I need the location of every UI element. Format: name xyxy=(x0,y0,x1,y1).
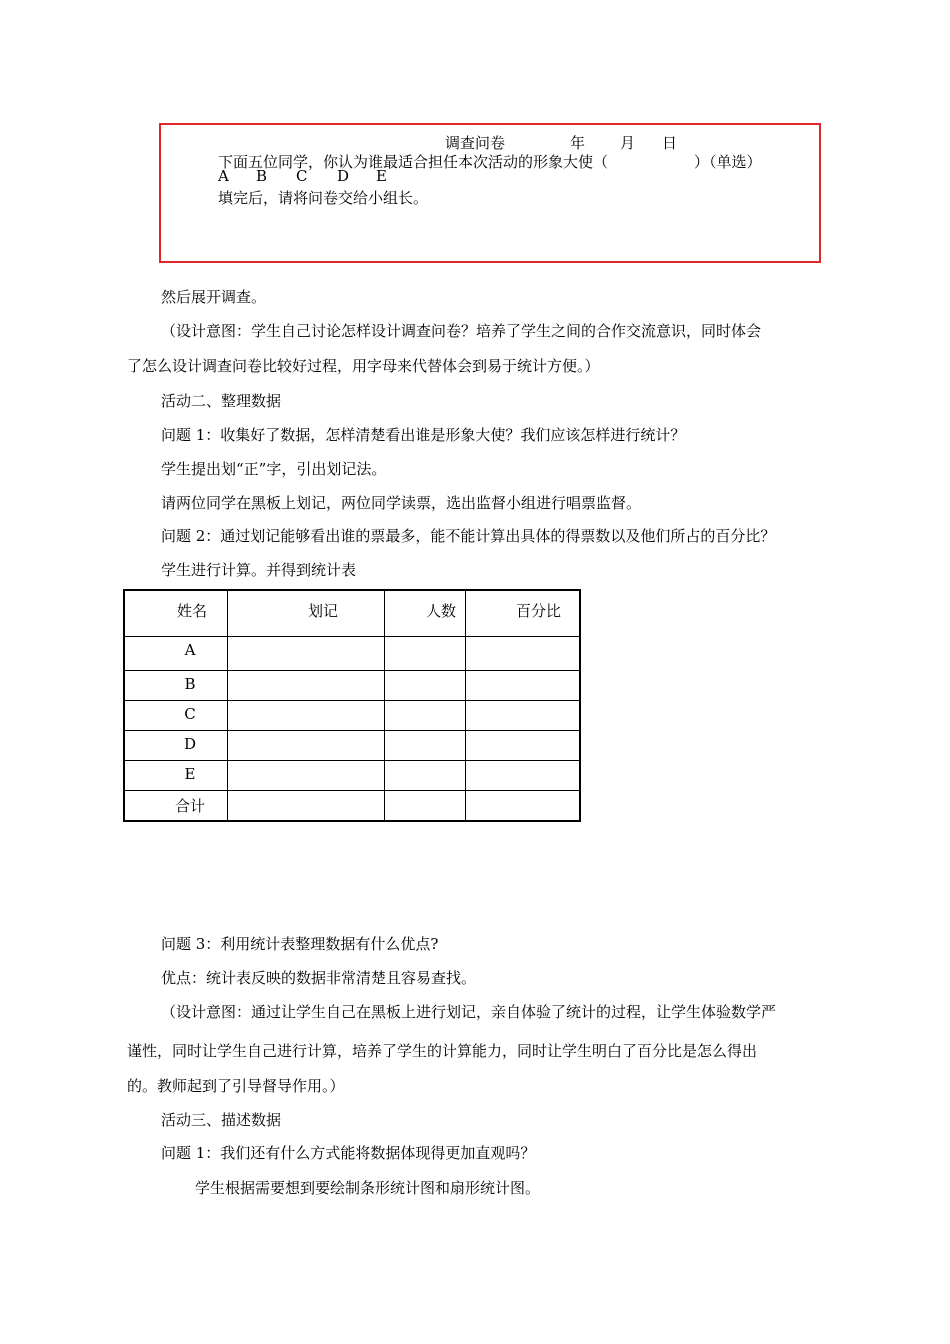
paragraph-blackboard-tally: 请两位同学在黑板上划记，两位同学读票，选出监督小组进行唱票监督。 xyxy=(161,494,642,512)
survey-option-d: D xyxy=(337,167,350,185)
paragraph-design-intent-1b: 了怎么设计调查问卷比较好过程，用字母来代替体会到易于统计方便。） xyxy=(127,357,600,375)
header-name: 姓名 xyxy=(177,602,208,620)
table-row xyxy=(124,761,580,791)
header-percentage: 百分比 xyxy=(516,602,562,620)
table-row xyxy=(124,671,580,701)
row-label-d: D xyxy=(183,735,197,753)
paragraph-tally-method: 学生提出划“正”字，引出划记法。 xyxy=(161,460,387,478)
survey-year-label: 年 xyxy=(570,134,586,152)
paragraph-calculation: 学生进行计算。并得到统计表 xyxy=(161,561,357,579)
row-label-b: B xyxy=(184,675,196,693)
table-row xyxy=(124,701,580,731)
activity-two-heading: 活动二、整理数据 xyxy=(161,392,282,410)
row-label-e: E xyxy=(184,765,196,783)
paragraph-chart-types: 学生根据需要想到要绘制条形统计图和扇形统计图。 xyxy=(195,1179,541,1197)
row-label-total: 合计 xyxy=(174,797,205,815)
table-header-row xyxy=(124,590,580,637)
paragraph-design-intent-2a: （设计意图：通过让学生自己在黑板上进行划记，亲自体验了统计的过程，让学生体验数学严 xyxy=(161,1003,777,1021)
question-3: 问题 3：利用统计表整理数据有什么优点? xyxy=(161,935,439,953)
survey-option-a: A xyxy=(218,167,229,185)
activity-three-heading: 活动三、描述数据 xyxy=(161,1111,282,1129)
survey-option-b: B xyxy=(256,167,268,185)
survey-option-e: E xyxy=(376,167,387,185)
survey-option-c: C xyxy=(296,167,308,185)
paragraph-design-intent-2c: 的。教师起到了引导督导作用。） xyxy=(127,1077,345,1095)
survey-footer: 填完后，请将问卷交给小组长。 xyxy=(218,189,429,207)
paragraph-design-intent-2b: 谨性，同时让学生自己进行计算，培养了学生的计算能力，同时让学生明白了百分比是怎么得出 xyxy=(127,1042,758,1060)
row-label-a: A xyxy=(184,641,196,659)
survey-month-label: 月 xyxy=(620,134,636,152)
question-1: 问题 1：收集好了数据，怎样清楚看出谁是形象大使？我们应该怎样进行统计？ xyxy=(161,426,686,444)
row-label-c: C xyxy=(184,705,196,723)
statistics-table xyxy=(123,589,581,822)
paragraph-start-survey: 然后展开调查。 xyxy=(161,288,267,306)
table-row xyxy=(124,791,580,822)
survey-question-close: ）（单选） xyxy=(694,153,762,171)
header-count: 人数 xyxy=(426,602,457,620)
header-tally: 划记 xyxy=(308,602,339,620)
question-2: 问题 2：通过划记能够看出谁的票最多，能不能计算出具体的得票数以及他们所占的百分比？ xyxy=(161,527,776,545)
survey-title: 调查问卷 xyxy=(445,134,506,152)
table-row xyxy=(124,637,580,671)
survey-day-label: 日 xyxy=(662,134,678,152)
survey-question: 下面五位同学，你认为谁最适合担任本次活动的形象大使（ xyxy=(218,153,609,171)
question-1-activity-three: 问题 1：我们还有什么方式能将数据体现得更加直观吗？ xyxy=(161,1144,536,1162)
paragraph-design-intent-1a: （设计意图：学生自己讨论怎样设计调查问卷？培养了学生之间的合作交流意识，同时体会 xyxy=(161,322,762,340)
paragraph-advantage: 优点：统计表反映的数据非常清楚且容易查找。 xyxy=(161,969,477,987)
table-row xyxy=(124,731,580,761)
